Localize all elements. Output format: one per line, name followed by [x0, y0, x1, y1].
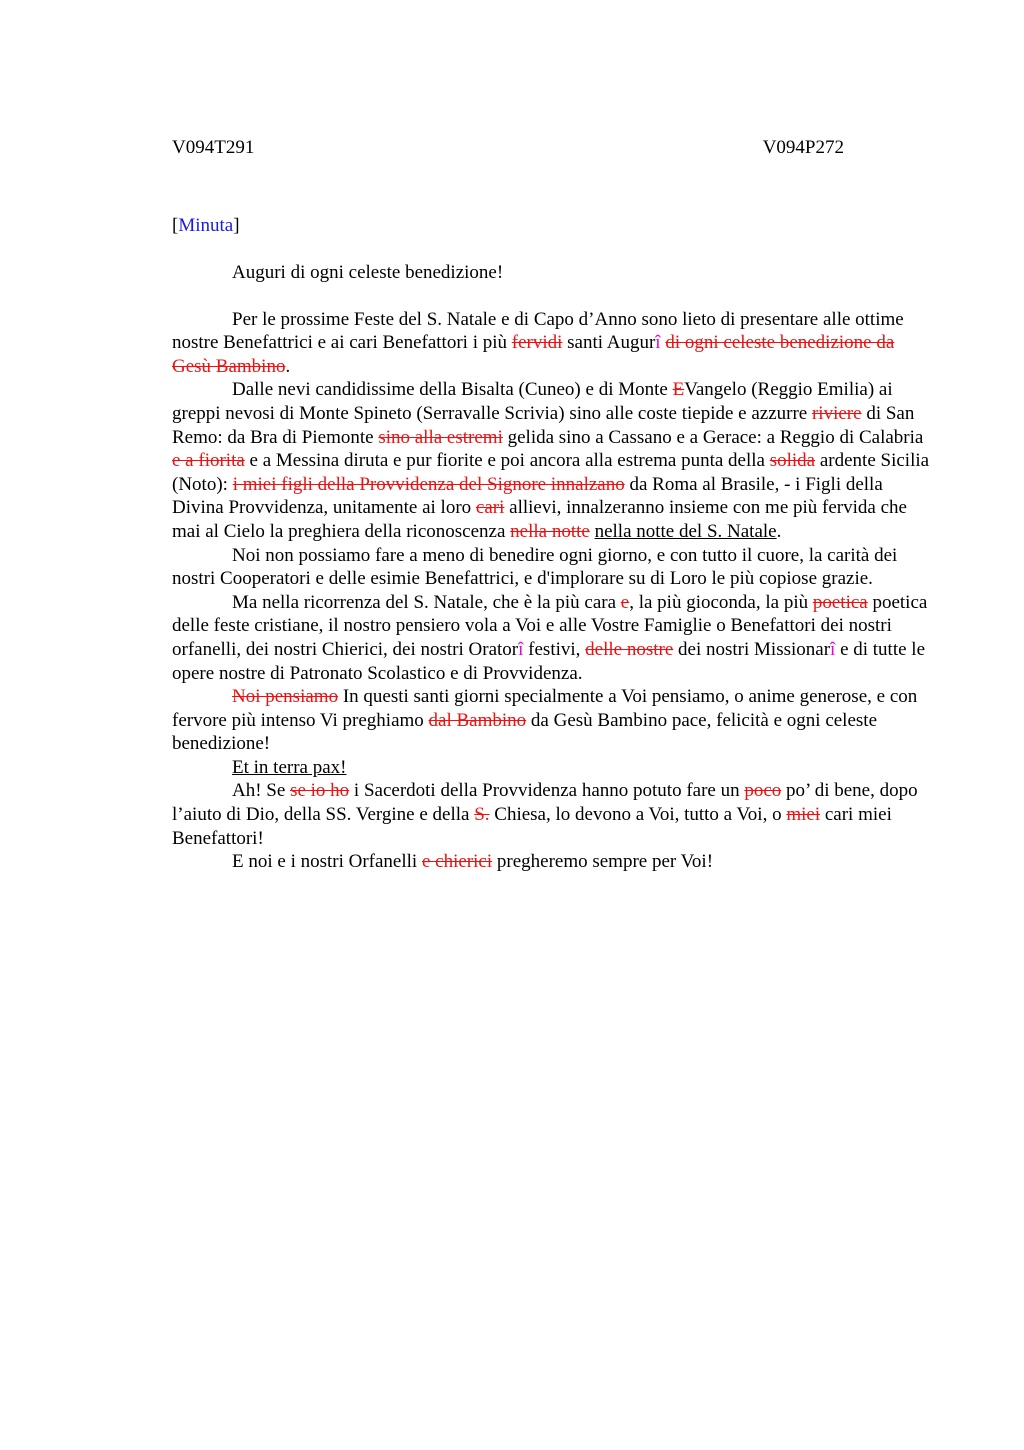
underlined-text: Et in terra pax!	[232, 756, 347, 778]
deleted-text: poetica	[812, 591, 868, 613]
text: e a Messina diruta e pur fiorite e poi ancora alla estrema punta della	[244, 450, 770, 472]
text: Per le prossime Feste del S. Natale e di Capo d’Anno sono lieto di presentare alle ottime nostre Benefattrici e ai cari Benefattori i più	[172, 308, 904, 354]
paragraph-5	[172, 685, 932, 756]
left-code: V094T291	[172, 137, 255, 158]
text: Chiesa, lo devono a Voi, tutto a Voi, o	[489, 804, 787, 826]
deleted-text: i miei figli della Provvidenza del Signore innalzano	[232, 473, 625, 495]
text: i Sacerdoti della Provvidenza hanno potuto fare un	[349, 780, 745, 802]
text: di San Remo: da Bra di Piemonte	[172, 402, 915, 448]
text: e di tutte le opere nostre di Patronato Scolastico e di Provvidenza.	[172, 638, 926, 684]
text: .	[285, 355, 291, 377]
deleted-text: miei	[786, 804, 821, 826]
text: Ma nella ricorrenza del S. Natale, che è la più cara	[232, 591, 621, 613]
inserted-mark: î	[655, 332, 661, 354]
text: cari miei Benefattori!	[172, 804, 892, 849]
deleted-text: riviere	[811, 402, 862, 424]
label-text: Minuta	[178, 215, 234, 236]
deleted-text: dal Bambino	[428, 709, 527, 731]
text: festivi,	[523, 638, 586, 660]
deleted-text: e a fiorita	[172, 450, 245, 472]
inserted-mark: î	[518, 638, 524, 660]
text: Vangelo (Reggio Emilia) ai greppi nevosi di Monte Spineto (Serravalle Scrivia) sino alle coste tiepide e azzurre	[172, 379, 893, 424]
deleted-text: solida	[769, 450, 816, 472]
paragraph-7	[172, 779, 932, 850]
deleted-text: poco	[744, 780, 782, 802]
paragraph-8	[172, 850, 932, 874]
text: ardente Sicilia (Noto):	[172, 450, 930, 495]
text: poetica delle feste cristiane, il nostro pensiero vola a Voi e alle Vostre Famiglie o Benefattori dei nostri orfanelli, dei nostri Chierici, dei nostri Orator	[172, 591, 928, 660]
paragraph-3: Noi non possiamo fare a meno di benedire ogni giorno, e con tutto il cuore, la carità dei nostri Cooperatori e delle esimie Benefattrici, e d'implorare su di Loro le più copiose grazie.	[172, 544, 898, 590]
text: po’ di bene, dopo l’aiuto di Dio, della SS. Vergine e della	[172, 780, 918, 826]
text: allievi, innalzeranno insieme con me più fervida che mai al Cielo la preghiera della riconoscenza	[172, 497, 907, 542]
text: pregheremo sempre per Voi!	[492, 851, 714, 873]
paragraph-1	[172, 308, 932, 379]
text: Dalle nevi candidissime della Bisalta (Cuneo) e di Monte	[232, 379, 673, 401]
text: santi Augur	[562, 332, 656, 354]
text: gelida sino a Cassano e a Gerace: a Reggio di Calabria	[502, 426, 924, 448]
underlined-text: nella notte del S. Natale	[594, 520, 777, 542]
deleted-text: sino alla estremi	[378, 426, 503, 448]
deleted-text: cari	[475, 497, 505, 519]
right-code: V094P272	[762, 137, 844, 158]
header	[172, 136, 844, 160]
paragraph-6	[172, 756, 932, 780]
text: Ah! Se	[232, 780, 291, 802]
document-page	[172, 136, 932, 874]
minuta-label	[172, 214, 932, 238]
deleted-text: S.	[474, 804, 490, 826]
text: .	[776, 520, 782, 542]
deleted-text: fervidi	[511, 332, 563, 354]
deleted-text: e chierici	[421, 851, 493, 873]
label-close-bracket: ]	[233, 215, 240, 236]
deleted-text: Noi pensiamo	[232, 686, 339, 708]
deleted-text: nella notte	[510, 520, 590, 542]
inserted-mark: î	[830, 638, 836, 660]
paragraph-2	[172, 378, 932, 543]
text: E noi e i nostri Orfanelli	[232, 851, 422, 873]
deleted-text: delle nostre	[585, 638, 674, 660]
text: In questi santi giorni specialmente a Voi pensiamo, o anime generose, e con fervore più intenso Vi preghiamo	[172, 686, 918, 731]
paragraph-4	[172, 591, 932, 685]
deleted-text: di ogni celeste benedizione da Gesù Bambino	[172, 332, 895, 377]
greeting: Auguri di ogni celeste benedizione!	[232, 262, 504, 283]
label-open-bracket: [	[172, 215, 179, 236]
text: , la più gioconda, la più	[629, 591, 813, 613]
deleted-text: e	[620, 591, 630, 613]
text: da Gesù Bambino pace, felicità e ogni celeste benedizione!	[172, 709, 878, 755]
text: dei nostri Missionar	[673, 638, 831, 660]
deleted-text: se io ho	[290, 780, 350, 802]
text: da Roma al Brasile, - i Figli della Divina Provvidenza, unitamente ai loro	[172, 473, 883, 519]
deleted-text: E	[672, 379, 685, 401]
